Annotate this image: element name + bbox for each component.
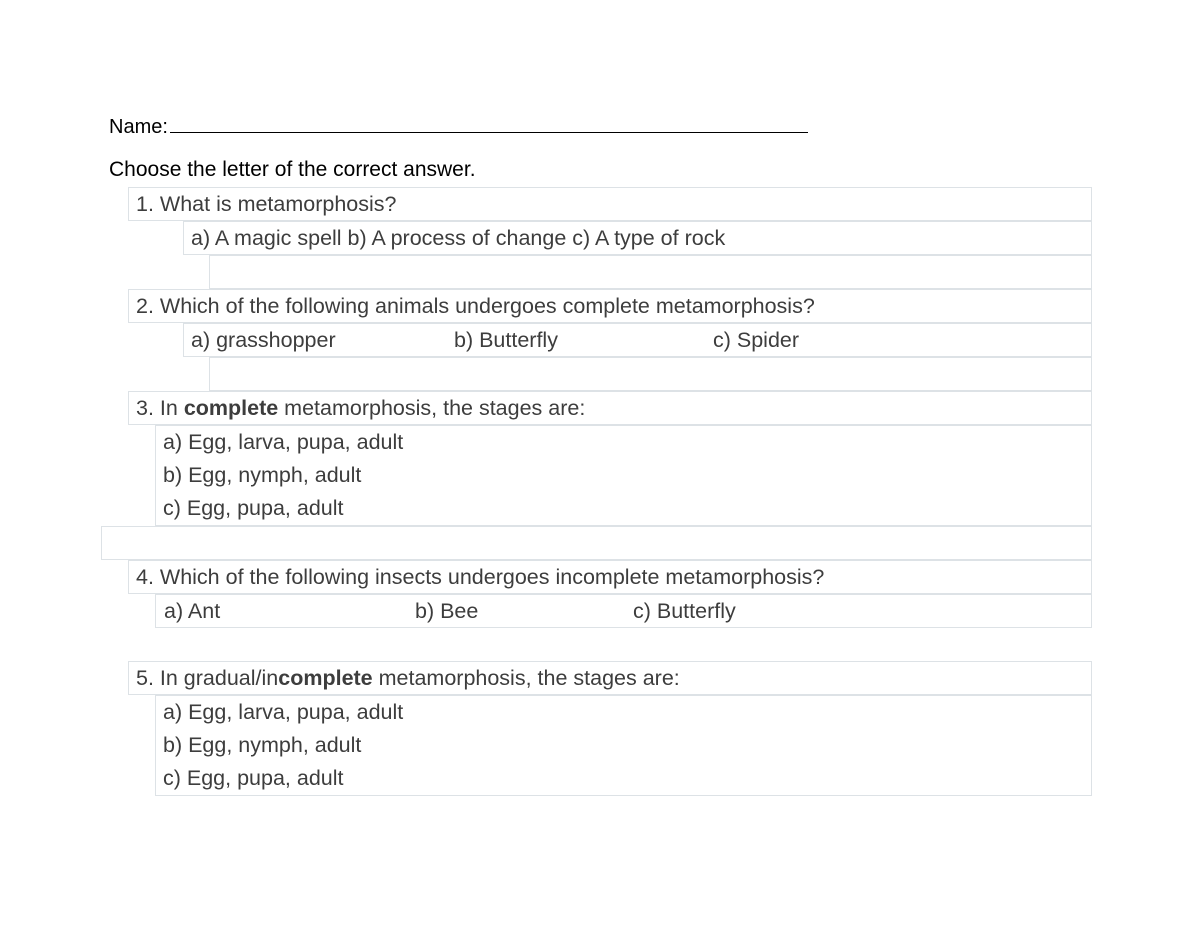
- question-5: [128, 661, 1092, 695]
- question-3-suffix: metamorphosis, the stages are:: [278, 396, 586, 420]
- question-5-prefix: 5. In gradual/in: [136, 666, 279, 690]
- question-1-options: [183, 221, 1092, 255]
- name-blank-line[interactable]: [170, 112, 808, 133]
- question-3-options: [155, 425, 1092, 526]
- question-3-option-b[interactable]: b) Egg, nymph, adult: [163, 463, 362, 487]
- question-5-option-b[interactable]: b) Egg, nymph, adult: [163, 733, 362, 757]
- question-1-options-text: a) A magic spell b) A process of change c) A type of rock: [191, 226, 726, 250]
- question-3-prefix: 3. In: [136, 396, 184, 420]
- question-3-answer-space: [101, 526, 1092, 560]
- question-1-number: 1.: [136, 192, 154, 216]
- question-3-emphasis: complete: [183, 396, 279, 420]
- question-1: [128, 187, 1092, 221]
- question-4-option-c[interactable]: c) Butterfly: [633, 599, 736, 623]
- question-2: [128, 289, 1092, 323]
- question-1-answer-space: [209, 255, 1092, 289]
- question-5-emphasis: complete: [278, 666, 373, 690]
- question-4-options: [155, 594, 1092, 628]
- question-5-suffix: metamorphosis, the stages are:: [372, 666, 680, 690]
- question-5-option-a[interactable]: a) Egg, larva, pupa, adult: [163, 700, 404, 724]
- question-3: [128, 391, 1092, 425]
- question-2-options: [183, 323, 1092, 357]
- question-4-option-b[interactable]: b) Bee: [415, 599, 479, 623]
- instructions: Choose the letter of the correct answer.: [109, 158, 476, 181]
- question-2-answer-space: [209, 357, 1092, 391]
- question-3-option-a[interactable]: a) Egg, larva, pupa, adult: [163, 430, 404, 454]
- question-4-option-a[interactable]: a) Ant: [164, 599, 221, 623]
- question-3-option-c[interactable]: c) Egg, pupa, adult: [163, 496, 344, 520]
- question-5-option-c[interactable]: c) Egg, pupa, adult: [163, 766, 344, 790]
- question-2-text: 2. Which of the following animals undergoes complete metamorphosis?: [136, 294, 815, 318]
- question-2-option-c[interactable]: c) Spider: [713, 328, 800, 352]
- question-5-options: [155, 695, 1092, 796]
- question-4-text: 4. Which of the following insects undergoes incomplete metamorphosis?: [136, 565, 825, 589]
- question-2-option-b[interactable]: b) Butterfly: [454, 328, 558, 352]
- question-1-text: What is metamorphosis?: [153, 192, 397, 216]
- question-2-option-a[interactable]: a) grasshopper: [191, 328, 336, 352]
- name-label: Name:: [109, 116, 168, 138]
- question-4: [128, 560, 1092, 594]
- name-field: [109, 112, 808, 139]
